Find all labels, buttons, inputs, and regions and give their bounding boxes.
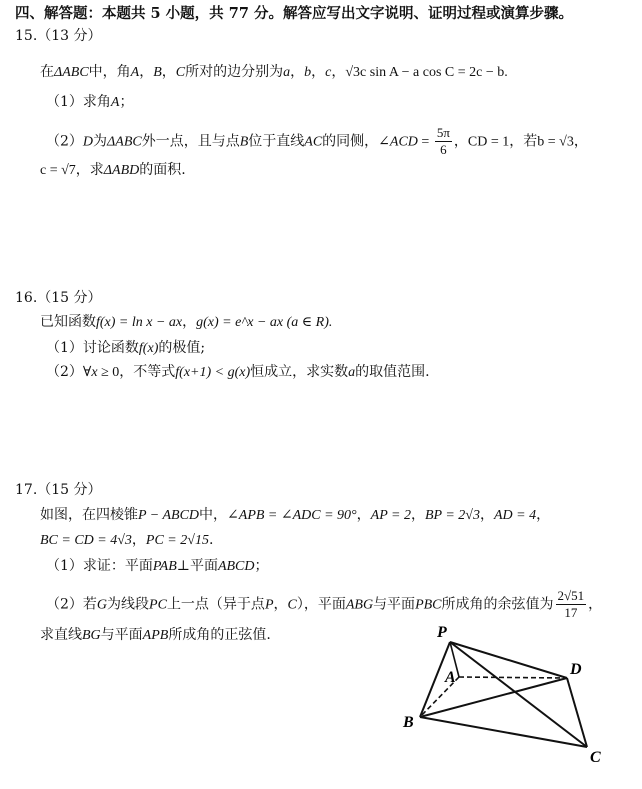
label-D: D [570, 661, 582, 678]
section-title: 四、解答题：本题共 5 小题，共 77 分。解答应写出文字说明、证明过程或演算步骤。 [15, 5, 573, 22]
q15-part2: （2）D为ΔABC外一点，且与点B位于直线AC的同侧，∠ACD = $\frac{5\pi}{6}$ ，CD = 1，若b = √3， [46, 125, 588, 157]
q15-stem: 在ΔABC中，角A，B，C所对的边分别为a，b，c，√3c sin A − a cos C = 2c − b. [40, 64, 508, 80]
q16-stem: 已知函数f(x) = ln x − ax，g(x) = e^x − ax (a ∈ R). [40, 314, 333, 330]
edge-AD-hidden [459, 677, 567, 678]
q16-part1: （1）讨论函数f(x)的极值; [46, 340, 206, 356]
q17-part2: （2）若G为线段PC上一点（异于点P，C），平面ABG与平面PBC所成角的余弦值为 $\frac{2√51}{17}$ ， [46, 588, 603, 620]
cos-fraction: $\frac{2√51}{17}$ [557, 588, 585, 620]
q15-part1: （1）求角A； [46, 94, 134, 110]
q17-number: 17.（15 分） [15, 482, 102, 498]
label-P: P [437, 624, 447, 641]
q17-stem-cont: BC = CD = 4√3，PC = 2√15. [40, 532, 214, 548]
q15-equation: √3c sin A − a cos C = 2c − b. [345, 65, 508, 80]
edge-PC [450, 642, 587, 747]
q15-number: 15.（13 分） [15, 28, 102, 44]
angle-fraction: $\frac{5\pi}{6}$ [436, 125, 450, 157]
q16-number: 16.（15 分） [15, 290, 102, 306]
edge-PD [450, 642, 567, 678]
q17-stem: 如图，在四棱锥P − ABCD中，∠APB = ∠ADC = 90°，AP = 2，BP = 2√3，AD = 4， [40, 507, 551, 523]
q15-part2-cont: c = √7，求ΔABD的面积. [40, 162, 186, 178]
label-C: C [590, 749, 601, 766]
edge-BC [420, 717, 587, 747]
q17-final: 求直线BG与平面APB所成角的正弦值. [40, 627, 271, 643]
edge-DC [567, 678, 587, 747]
pyramid-figure [395, 622, 625, 772]
label-B: B [403, 714, 414, 731]
label-A: A [445, 669, 456, 686]
q16-part2: （2）∀x ≥ 0，不等式f(x+1) < g(x)恒成立，求实数a的取值范围. [46, 364, 430, 380]
q17-part1: （1）求证：平面PAB⊥平面ABCD； [46, 558, 269, 574]
edge-BD [420, 678, 567, 717]
